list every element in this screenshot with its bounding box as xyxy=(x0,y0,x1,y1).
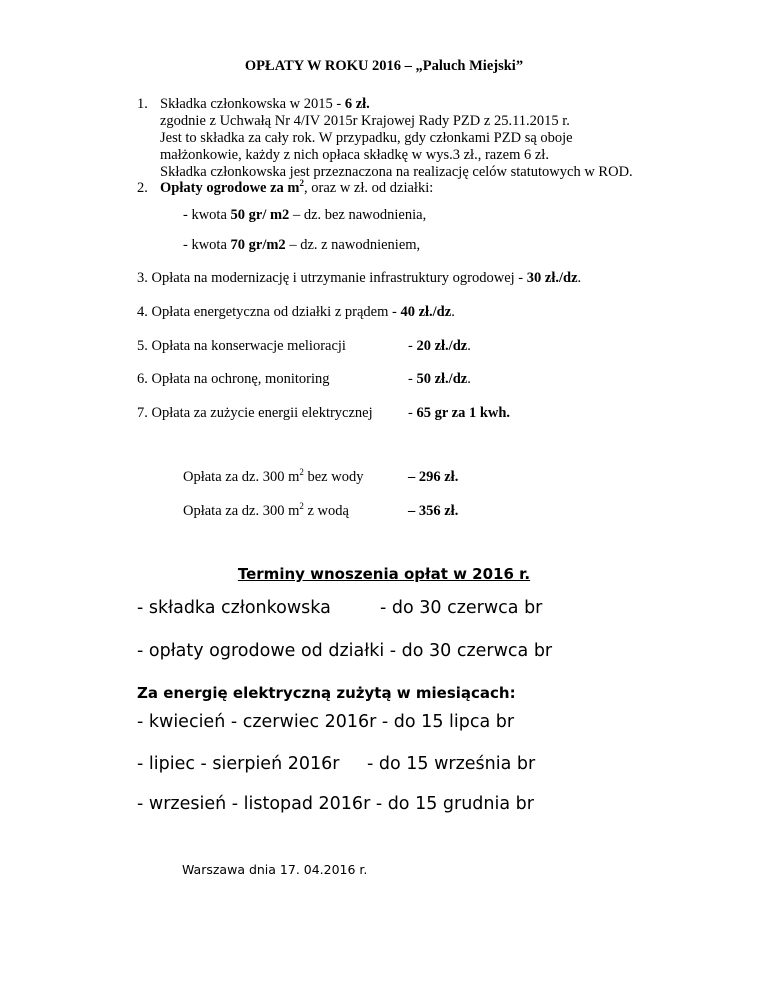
item-7-label: 7. Opłata za zużycie energii elektrycznej xyxy=(137,405,373,421)
item-5-end: . xyxy=(467,338,471,354)
rate-2-pre: - kwota xyxy=(183,237,231,253)
item-1-number: 1. xyxy=(137,96,148,112)
item-7-value xyxy=(408,405,510,422)
energy-term-2-deadline: - do 15 września br xyxy=(367,754,536,774)
item-3 xyxy=(137,270,581,287)
sum-without-water-label xyxy=(183,469,363,486)
energy-term-3: - wrzesień - listopad 2016r - do 15 grudnia br xyxy=(137,794,534,814)
sum-1-label: Opłata za dz. 300 m xyxy=(183,469,300,485)
sum-with-water-label xyxy=(183,503,349,520)
rate-1-pre: - kwota xyxy=(183,207,231,223)
rate-without-water xyxy=(183,207,426,224)
energy-term-2-label: - lipiec - sierpień 2016r xyxy=(137,754,340,774)
item-4-amount: 40 zł./dz xyxy=(400,304,452,320)
rate-2-amount: 70 gr/m2 xyxy=(230,237,286,253)
sum-without-water-value: – 296 zł. xyxy=(408,469,459,485)
sum-2-rest: z wodą xyxy=(303,503,349,519)
document-title: OPŁATY W ROKU 2016 – „Paluch Miejski” xyxy=(244,58,524,74)
item-5-value xyxy=(408,338,471,355)
term-1-deadline: - do 30 czerwca br xyxy=(380,598,543,618)
item-6-amount: 50 zł./dz xyxy=(416,371,468,387)
item-4 xyxy=(137,304,455,321)
term-1-label: - składka członkowska xyxy=(137,598,331,618)
item-1-lead: Składka członkowska w 2015 - xyxy=(160,96,345,112)
terms-title: Terminy wnoszenia opłat w 2016 r. xyxy=(237,565,531,583)
sum-with-water-value: – 356 zł. xyxy=(408,503,459,519)
sum-1-rest: bez wody xyxy=(303,469,364,485)
item-6-label: 6. Opłata na ochronę, monitoring xyxy=(137,371,330,387)
item-6-dash: - xyxy=(408,371,417,387)
item-1-line-4: Składka członkowska jest przeznaczona na realizację celów statutowych w ROD. xyxy=(160,164,633,180)
item-3-end: . xyxy=(577,270,582,286)
item-1-line-1: zgodnie z Uchwałą Nr 4/IV 2015r Krajowej Rady PZD z 25.11.2015 r. xyxy=(160,113,570,129)
item-6-end: . xyxy=(467,371,471,387)
footer-date: Warszawa dnia 17. 04.2016 r. xyxy=(182,862,368,877)
rate-with-water xyxy=(183,237,420,254)
item-5-dash: - xyxy=(408,338,417,354)
item-5-label: 5. Opłata na konserwacje melioracji xyxy=(137,338,346,354)
item-1-line-2: Jest to składka za cały rok. W przypadku, gdy członkami PZD są oboje xyxy=(160,130,573,146)
item-7-dash: - xyxy=(408,405,417,421)
item-1-heading xyxy=(160,96,370,113)
sum-1-sup: 2 xyxy=(299,467,304,478)
item-2-rest: , oraz w zł. od działki: xyxy=(304,180,434,196)
item-3-text: 3. Opłata na modernizację i utrzymanie infrastruktury ogrodowej - xyxy=(137,270,527,286)
rate-2-post: – dz. z nawodnieniem, xyxy=(285,237,421,253)
energy-heading: Za energię elektryczną zużytą w miesiącach: xyxy=(137,684,516,702)
item-3-amount: 30 zł./dz xyxy=(526,270,578,286)
item-5-amount: 20 zł./dz xyxy=(416,338,468,354)
energy-term-1: - kwiecień - czerwiec 2016r - do 15 lipca br xyxy=(137,712,515,732)
item-2-sup: 2 xyxy=(299,178,304,189)
item-7-amount: 65 gr za 1 kwh. xyxy=(416,405,511,421)
item-1-amount: 6 zł. xyxy=(344,96,370,112)
term-2: - opłaty ogrodowe od działki - do 30 czerwca br xyxy=(137,641,553,661)
sum-2-sup: 2 xyxy=(299,501,304,512)
item-2-bold: Opłaty ogrodowe za m xyxy=(160,180,300,196)
item-1-line-3: małżonkowie, każdy z nich opłaca składkę w wys.3 zł., razem 6 zł. xyxy=(160,147,549,163)
rate-1-post: – dz. bez nawodnienia, xyxy=(289,207,427,223)
item-4-text: 4. Opłata energetyczna od działki z prądem - xyxy=(137,304,401,320)
item-2-heading xyxy=(160,180,433,197)
rate-1-amount: 50 gr/ m2 xyxy=(230,207,290,223)
item-4-end: . xyxy=(451,304,455,320)
sum-2-label: Opłata za dz. 300 m xyxy=(183,503,300,519)
item-6-value xyxy=(408,371,471,388)
item-2-number: 2. xyxy=(137,180,148,196)
